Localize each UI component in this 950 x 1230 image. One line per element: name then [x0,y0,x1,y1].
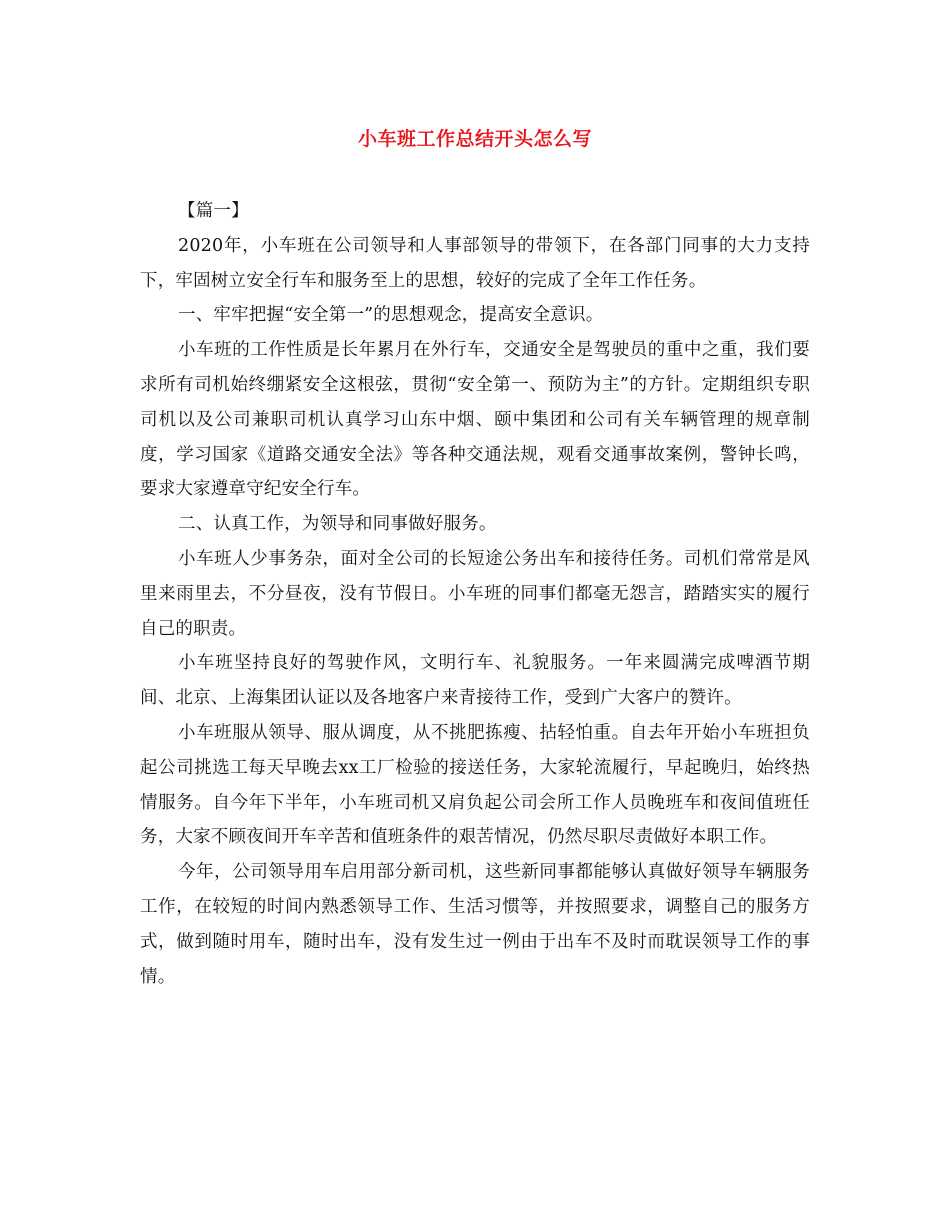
paragraph-obedience: 小车班服从领导、服从调度，从不挑肥拣瘦、拈轻怕重。自去年开始小车班担负起公司挑选工每天早晚去xx工厂检验的接送任务，大家轮流履行，早起晚归，始终热情服务。自今年下半年，小车班司机又肩负起公司会所工作人员晚班车和夜间值班任务，大家不顾夜间开车辛苦和值班条件的艰苦情况，仍然尽职尽责做好本职工作。 [140,722,810,848]
paragraph-safety: 小车班的工作性质是长年累月在外行车，交通安全是驾驶员的重中之重，我们要求所有司机始终绷紧安全这根弦，贯彻“安全第一、预防为主”的方针。定期组织专职司机以及公司兼职司机认真学习山东中烟、颐中集团和公司有关车辆管理的规章制度，学习国家《道路交通安全法》等各种交通法规，观看交通事故案例，警钟长鸣，要求大家遵章守纪安全行车。 [140,340,810,500]
document-body [140,194,810,994]
paragraph-workload: 小车班人少事务杂，面对全公司的长短途公务出车和接待任务。司机们常常是风里来雨里去，不分昼夜，没有节假日。小车班的同事们都毫无怨言，踏踏实实的履行自己的职责。 [140,548,810,639]
section-heading-part-one: 【篇一】 [178,201,249,221]
paragraph-new-drivers: 今年，公司领导用车启用部分新司机，这些新同事都能够认真做好领导车辆服务工作，在较短的时间内熟悉领导工作、生活习惯等，并按照要求，调整自己的服务方式，做到随时用车，随时出车，没有发生过一例由于出车不及时而耽误领导工作的事情。 [140,862,810,987]
intro-paragraph: 2020年，小车班在公司领导和人事部领导的带领下，在各部门同事的大力支持下，牢固树立安全行车和服务至上的思想，较好的完成了全年工作任务。 [140,235,810,291]
heading-safety-first: 一、牢牢把握“安全第一”的思想观念，提高安全意识。 [178,305,604,326]
document-title: 小车班工作总结开头怎么写 [357,128,592,150]
paragraph-driving-style: 小车班坚持良好的驾驶作风，文明行车、礼貌服务。一年来圆满完成啤酒节期间、北京、上海集团认证以及各地客户来青接待工作，受到广大客户的赞许。 [140,653,810,709]
heading-service: 二、认真工作，为领导和同事做好服务。 [178,514,497,535]
